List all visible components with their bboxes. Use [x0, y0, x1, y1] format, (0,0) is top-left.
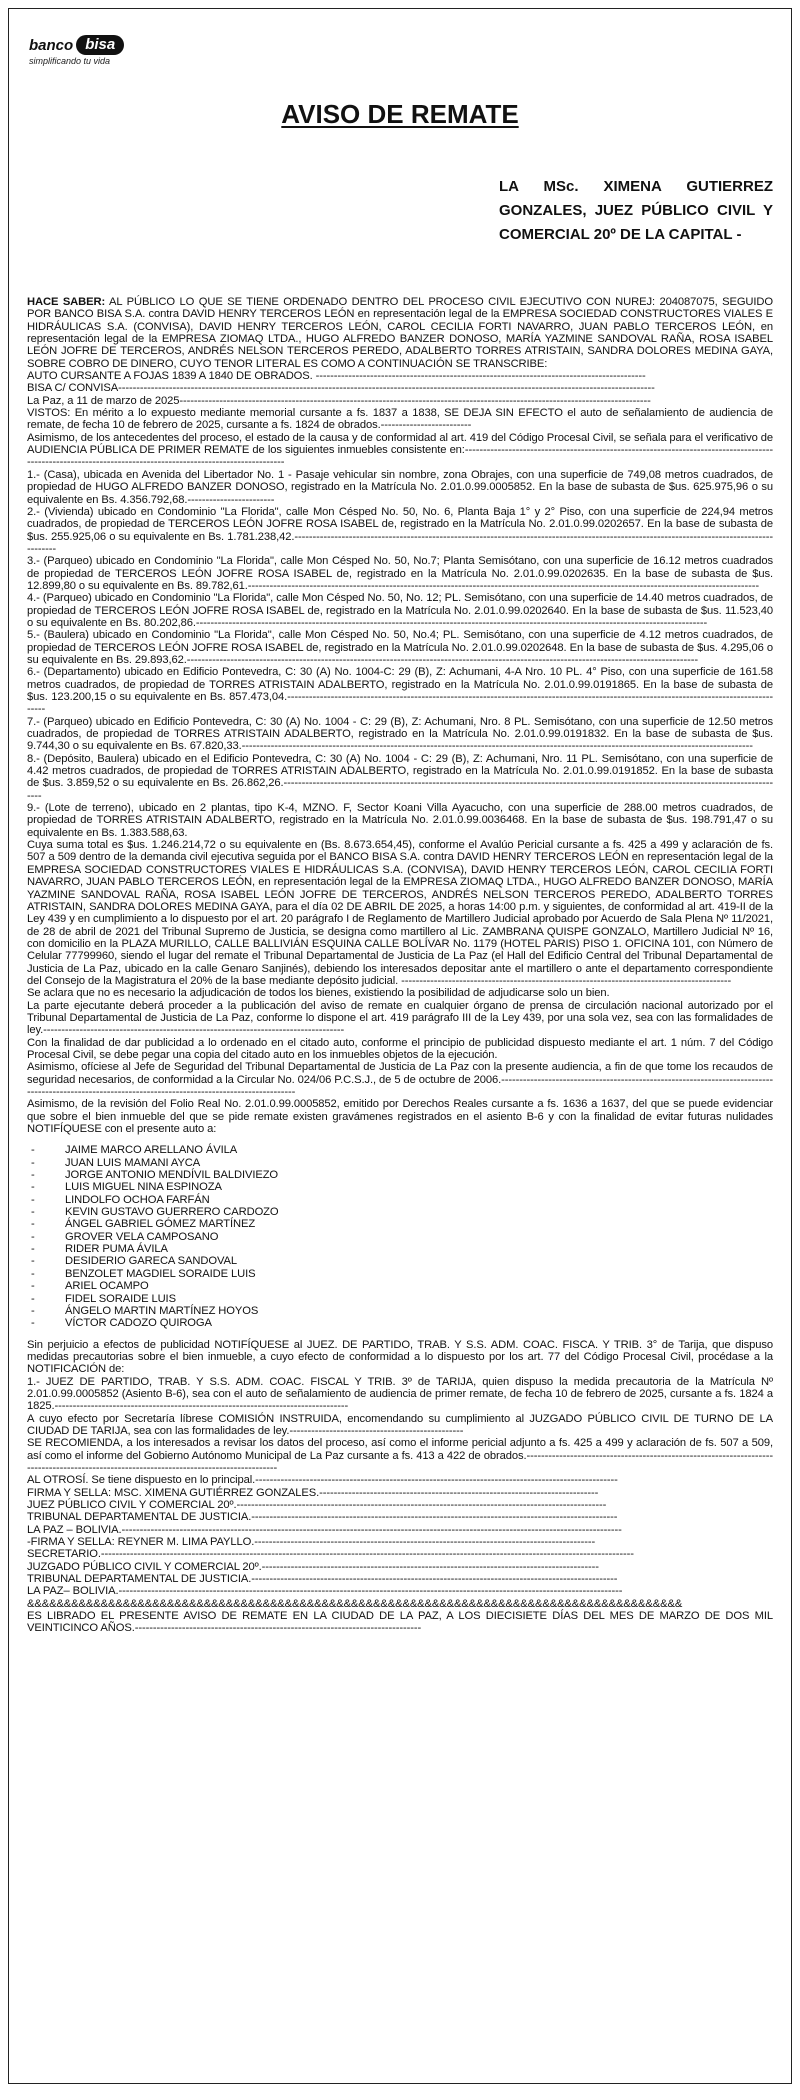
decree-paragraph: 8.- (Depósito, Baulera) ubicado en el Edificio Pontevedra, C: 30 (A) No. 1004 - C: 29 (B), Z: Achumani, Nro. 11 PL. Semisótano, con una superficie de 4.42 metros cuadrados, de propiedad de TORRES ATRISTAIN ADALBERTO, registrado en la Matrícula No. 2.01.0.99.0191852. En la base de subasta de $us. 3.859,52 o su equivalente en Bs. 26.862,26.------------------------------------------------------------------------------------------------------------------------------------------- — [27, 752, 773, 802]
notified-name: - ÁNGEL GABRIEL GÓMEZ MARTÍNEZ — [27, 1218, 773, 1230]
closing-paragraph: A cuyo efecto por Secretaría líbrese COMISIÓN INSTRUIDA, encomendando su cumplimiento al JUZGADO PÚBLICO CIVIL DE TURNO DE LA CIUDAD DE TARIJA, sea con las formalidades de ley.------------------------------------------------ — [27, 1412, 773, 1437]
closing-paragraph: TRIBUNAL DEPARTAMENTAL DE JUSTICIA.----------------------------------------------------------------------------------------------------- — [27, 1511, 618, 1524]
decree-paragraph: AUTO CURSANTE A FOJAS 1839 A 1840 DE OBRADOS. ------------------------------------------------------------------------------------------- — [27, 370, 646, 383]
closing-paragraph: &&&&&&&&&&&&&&&&&&&&&&&&&&&&&&&&&&&&&&&&&&&&&&&&&&&&&&&&&&&&&&&&&&&&&&&&&&&&&&&&&&&&&&&&& — [27, 1597, 683, 1610]
decree-paragraph: Asimismo, de los antecedentes del proceso, el estado de la causa y de conformidad al art. 419 del Código Procesal Civil, se señala para el verificativo de AUDIENCIA PÚBLICA DE PRIMER REMATE de los siguientes inmuebles consistente en:------------------------------------------------------------------------------------------------------------------------------------------------------------ — [27, 431, 773, 469]
closing-paragraph: AL OTROSÍ. Se tiene dispuesto en lo principal.---------------------------------------------------------------------------------------------------- — [27, 1474, 618, 1487]
notified-name: - DESIDERIO GARECA SANDOVAL — [27, 1255, 773, 1267]
closing-paragraph: LA PAZ– BOLIVIA.------------------------------------------------------------------------------------------------------------------------------------------- — [27, 1585, 623, 1598]
closing-paragraph: JUEZ PÚBLICO CIVIL Y COMERCIAL 20º.------------------------------------------------------------------------------------------------------ — [27, 1499, 607, 1511]
decree-paragraph: La parte ejecutante deberá proceder a la publicación del aviso de remate en cualquier órgano de prensa de circulación nacional autorizado por el Tribunal Departamental de Justicia de La Paz, conforme lo dispone el art. 419 parágrafo III de la Ley 439, por una sola vez, sea con las formalidades de ley.----------------------------------------------------------------------------------- — [27, 999, 773, 1037]
intro-paragraph — [27, 296, 773, 370]
closing-paragraph: ES LIBRADO EL PRESENTE AVISO DE REMATE EN LA CIUDAD DE LA PAZ, A LOS DIECISIETE DÍAS DEL MES DE MARZO DE DOS MIL VEINTICINCO AÑOS.------------------------------------------------------------------------------- — [27, 1610, 773, 1635]
notified-name: - JUAN LUIS MAMANI AYCA — [27, 1157, 773, 1169]
logo-brand-left: banco — [29, 36, 74, 54]
decree-paragraph: 2.- (Vivienda) ubicado en Condominio "La Florida", calle Mon Césped No. 50, No. 6, Planta Baja 1° y 2° Piso, con una superficie de 224,94 metros cuadrados, de propiedad de TERCEROS LEÓN JOFRE ROSA ISABEL de, registrado en la Matrícula No. 2.01.0.99.0202657. En la base de subasta de $us. 255.925,06 o su equivalente en Bs. 1.781.238,42.-------------------------------------------------------------------------------------------------------------------------------------------- — [27, 505, 773, 555]
decree-paragraph: Se aclara que no es necesario la adjudicación de todos los bienes, existiendo la posibilidad de adjudicarse solo un bien. — [27, 987, 610, 1000]
notified-name: - FIDEL SORAIDE LUIS — [27, 1293, 773, 1305]
notified-name: - RIDER PUMA ÁVILA — [27, 1243, 773, 1255]
decree-paragraph: Asimismo, ofíciese al Jefe de Seguridad del Tribunal Departamental de Justicia de La Paz con la presente audiencia, a fin de que tome los recaudos de seguridad necesarios, de conformidad a la Circular No. 024/06 P.C.S.J., de 5 de octubre de 2006.----------------------------------------------------------------------------------------------------------------------------------------------------- — [27, 1061, 773, 1098]
notified-name: - ARIEL OCAMPO — [27, 1280, 773, 1292]
closing-paragraphs — [27, 1339, 773, 1635]
logo-tagline: simplificando tu vida — [29, 56, 111, 66]
decree-paragraph: VISTOS: En mérito a lo expuesto mediante memorial cursante a fs. 1837 a 1838, SE DEJA SIN EFECTO el auto de señalamiento de audiencia de remate, de fecha 10 de febrero de 2025, cursante a fs. 1824 de obrados.------------------------- — [27, 407, 773, 432]
notified-name: - LUIS MIGUEL NINA ESPINOZA — [27, 1181, 773, 1193]
page-title — [9, 99, 791, 130]
decree-paragraph: 5.- (Baulera) ubicado en Condominio "La Florida", calle Mon Césped No. 50, No.4; PL. Semisótano, con una superficie de 4.12 metros cuadrados, de propiedad de TERCEROS LEÓN JOFRE ROSA ISABEL de, registrado en la Matrícula No. 2.01.0.99.0202648. En la base de subasta de $us. 4.295,06 o su equivalente en Bs. 29.893,62.--------------------------------------------------------------------------------------------------------------------------------------------- — [27, 629, 773, 666]
decree-paragraph: 7.- (Parqueo) ubicado en Edificio Pontevedra, C: 30 (A) No. 1004 - C: 29 (B), Z: Achumani, Nro. 8 PL. Semisótano, con una superficie de 12.50 metros cuadrados, de propiedad de TORRES ATRISTAIN ADALBERTO, registrado en la Matrícula No. 2.01.0.99.0191832. En la base de subasta de $us. 9.744,30 o su equivalente en Bs. 67.820,33.--------------------------------------------------------------------------------------------------------------------------------------------- — [27, 715, 773, 753]
decree-paragraphs — [27, 370, 773, 1135]
notified-name: - KEVIN GUSTAVO GUERRERO CARDOZO — [27, 1206, 773, 1218]
notified-name: - BENZOLET MAGDIEL SORAIDE LUIS — [27, 1268, 773, 1280]
spacer — [27, 1330, 773, 1339]
closing-paragraph: TRIBUNAL DEPARTAMENTAL DE JUSTICIA.----------------------------------------------------------------------------------------------------- — [27, 1573, 618, 1586]
notified-name: - LINDOLFO OCHOA FARFÁN — [27, 1194, 773, 1206]
intro-text: AL PÚBLICO LO QUE SE TIENE ORDENADO DENTRO DEL PROCESO CIVIL EJECUTIVO CON NUREJ: 204087075, SEGUIDO POR BANCO BISA S.A. contra DAVID HENRY TERCEROS LEÓN en representación legal de la EMPRESA SOCIEDAD CONSTRUCTORES VIALES E HIDRÁULICAS S.A. (CONVISA), DAVID HENRY TERCEROS LEÓN, CAROL CECILIA FORTI NAVARRO, JUAN PABLO TERCEROS LEÓN, en representación legal de la EMPRESA ZIOMAQ LTDA., HUGO ALFREDO BANZER DONOSO, MARÍA YAZMINE SANDOVAL RAÑA, ROSA ISABEL LEÓN JOFRE DE TERCEROS, ANDRÉS NELSON TERCEROS PEREDO, ADALBERTO TORRES ATRISTAIN, SANDRA DOLORES MEDINA GAYA, SOBRE COBRO DE DINERO, CUYO TENOR LITERAL ES COMO A CONTINUACIÓN SE TRANSCRIBE: — [27, 296, 773, 370]
notice-page — [8, 8, 792, 2084]
decree-paragraph: 1.- (Casa), ubicada en Avenida del Libertador No. 1 - Pasaje vehicular sin nombre, zona Obrajes, con una superficie de 749,08 metros cuadrados, de propiedad de HUGO ALFREDO BANZER DONOSO, registrado en la Matrícula No. 2.01.0.99.0005852. En la base de subasta de $us. 625.975,96 o su equivalente en Bs. 4.356.792,68.------------------------ — [27, 468, 773, 506]
notified-name: - ÁNGELO MARTIN MARTÍNEZ HOYOS — [27, 1305, 773, 1317]
closing-paragraph: SECRETARIO.--------------------------------------------------------------------------------------------------------------------------------------------------- — [27, 1548, 634, 1561]
judge-heading: LA MSc. XIMENA GUTIERREZ GONZALES, JUEZ PÚBLICO CIVIL Y COMERCIAL 20º DE LA CAPITAL - — [499, 178, 773, 243]
notified-name: - VÍCTOR CADOZO QUIROGA — [27, 1317, 773, 1329]
decree-paragraph: 3.- (Parqueo) ubicado en Condominio "La Florida", calle Mon Césped No. 50, No.7; Planta Semisótano, con una superficie de 16.12 metros cuadrados de propiedad de TERCEROS LEÓN JOFRE ROSA ISABEL de, registrado en la Matrícula No. 2.01.0.99.0202635. En la base de subasta de $us. 12.899,80 o su equivalente en Bs. 89.782,61.--------------------------------------------------------------------------------------------------------------------------------------------- — [27, 555, 773, 592]
decree-paragraph: Cuya suma total es $us. 1.246.214,72 o su equivalente en (Bs. 8.673.654,45), conforme el Avalúo Pericial cursante a fs. 425 a 499 y aclaración de fs. 507 a 509 dentro de la demanda civil ejecutiva seguida por el BANCO BISA S.A. contra DAVID HENRY TERCEROS LEÓN en representación legal de la EMPRESA SOCIEDAD CONSTRUCTORES VIALES E HIDRÁULICAS S.A. (CONVISA), DAVID HENRY TERCEROS LEÓN, CAROL CECILIA FORTI NAVARRO, JUAN PABLO TERCEROS LEÓN, en representación legal de la EMPRESA ZIOMAQ LTDA., HUGO ALFREDO BANZER DONOSO, MARÍA YAZMINE SANDOVAL RAÑA, ROSA ISABEL LEÓN JOFRE DE TERCEROS, ANDRÉS NELSON TERCEROS PEREDO, ADALBERTO TORRES ATRISTAIN, SANDRA DOLORES MEDINA GAYA, para el día 02 DE ABRIL DE 2025, a horas 14:00 p.m. y siguientes, de conformidad al art. 419-II de la Ley 439 y en cumplimiento a lo dispuesto por el art. 20 parágrafo I de Reglamento de Martillero Judicial aprobado por Acuerdo de Sala Plena Nº 11/2021, de 28 de abril de 2021 del Tribunal Supremo de Justicia, se designa como martillero al Lic. ZAMBRANA QUISPE GONZALO, Martillero Judicial Nº 16, con domicilio en la PLAZA MURILLO, CALLE BALLIVIÁN ESQUINA CALLE BOLÍVAR No. 1179 (HOTEL PARIS) PISO 1. OFICINA 101, con Número de Celular 77799960, siendo el lugar del remate el Tribunal Departamental de Justicia de La Paz (el Hall del Edificio Central del Tribunal Departamental de Justicia de La Paz, ubicado en la calle Genaro Sanjinés), debiendo los interesados depositar ante el martillero o ante el departamento correspondiente del Consejo de la Magistratura el 20% de la base mediante depósito judicial. ------------------------------------------------------------------------------------------- — [27, 839, 773, 987]
decree-paragraph: Asimismo, de la revisión del Folio Real No. 2.01.0.99.0005852, emitido por Derechos Reales cursante a fs. 1636 a 1637, del que se puede evidenciar que sobre el bien inmueble del que se pide remate existen gravámenes registrados en el asiento B-6 y con la finalidad de evitar futuras nulidades NOTIFÍQUESE con el presente auto a: — [27, 1098, 773, 1136]
decree-paragraph: 9.- (Lote de terreno), ubicado en 2 plantas, tipo K-4, MZNO. F, Sector Koani Villa Ayacucho, con una superficie de 288.00 metros cuadrados, de propiedad de TORRES ATRISTAIN ADALBERTO, registrado en la Matrícula No. 2.01.0.99.0036468. En la base de subasta de $us. 198.791,47 o su equivalente en Bs. 1.383.588,63. — [27, 802, 773, 839]
bank-logo — [29, 35, 124, 66]
closing-paragraph: SE RECOMIENDA, a los interesados a revisar los datos del proceso, así como el informe pericial adjunto a fs. 425 a 499 y aclaración de fs. 507 a 509, así como el informe del Gobierno Autónomo Municipal de La Paz cursante a fs. 413 a 422 de obrados.----------------------------------------------------------------------------------------------------------------------------------------- — [27, 1437, 773, 1474]
closing-paragraph: LA PAZ – BOLIVIA.------------------------------------------------------------------------------------------------------------------------------------------ — [27, 1523, 622, 1536]
title-text: AVISO DE REMATE — [281, 99, 519, 129]
notified-names-list — [27, 1144, 773, 1329]
closing-paragraph: 1.- JUEZ DE PARTIDO, TRAB. Y S.S. ADM. COAC. FISCAL Y TRIB. 3º de TARIJA, quien dispuso la medida precautoria de la Matrícula Nº 2.01.0.99.0005852 (Asiento B-6), sea con el auto de señalamiento de audiencia de primer remate, de fecha 10 de febrero de 2025, cursante a fs. 1824 a 1825.--------------------------------------------------------------------------------- — [27, 1375, 773, 1413]
decree-paragraph: Con la finalidad de dar publicidad a lo ordenado en el citado auto, conforme el principio de publicidad dispuesto mediante el art. 1 núm. 7 del Código Procesal Civil, se debe pegar una copia del citado auto en los inmuebles objetos de la ejecución. — [27, 1036, 773, 1061]
closing-paragraph: Sin perjuicio a efectos de publicidad NOTIFÍQUESE al JUEZ. DE PARTIDO, TRAB. Y S.S. ADM. COAC. FISCA. Y TRIB. 3° de Tarija, que dispuso medidas precautorias sobre el bien inmueble, a cuyo efecto de conformidad a lo dispuesto por los art. 77 del Código Procesal Civil, procédase a la NOTIFICACIÓN de: — [27, 1338, 773, 1376]
notified-name: - JORGE ANTONIO MENDÍVIL BALDIVIEZO — [27, 1169, 773, 1181]
decree-paragraph: BISA C/ CONVISA---------------------------------------------------------------------------------------------------------------------------------------------------- — [27, 382, 655, 395]
closing-paragraph: FIRMA Y SELLA: MSC. XIMENA GUTIÉRREZ GONZALES.----------------------------------------------------------------------------- — [27, 1486, 599, 1499]
closing-paragraph: JUZGADO PÚBLICO CIVIL Y COMERCIAL 20º.--------------------------------------------------------------------------------------------- — [27, 1560, 599, 1573]
logo-brand-right: bisa — [76, 35, 124, 55]
decree-paragraph: La Paz, a 11 de marzo de 2025---------------------------------------------------------------------------------------------------------------------------------- — [27, 394, 651, 407]
closing-paragraph: -FIRMA Y SELLA: REYNER M. LIMA PAYLLO.---------------------------------------------------------------------------------------------- — [27, 1536, 596, 1549]
decree-paragraph: 6.- (Departamento) ubicado en Edificio Pontevedra, C: 30 (A) No. 1004-C: 29 (B), Z: Achumani, 4-A Nro. 10 PL. 4° Piso, con una superficie de 161.58 metros cuadrados, de propiedad de TORRES ATRISTAIN ADALBERTO, registrado en la Matrícula No. 2.01.0.99.0191865. En la base de subasta de $us. 123.200,15 o su equivalente en Bs. 857.473,04.------------------------------------------------------------------------------------------------------------------------------------------- — [27, 666, 773, 716]
intro-lead: HACE SABER: — [27, 296, 106, 308]
notice-body — [27, 296, 773, 1635]
notified-name: - GROVER VELA CAMPOSANO — [27, 1231, 773, 1243]
notified-name: - JAIME MARCO ARELLANO ÁVILA — [27, 1144, 773, 1156]
decree-paragraph: 4.- (Parqueo) ubicado en Condominio "La Florida", calle Mon Césped No. 50, No. 12; PL. Semisótano, con una superficie de 14.40 metros cuadrados, de propiedad de TERCEROS LEÓN JOFRE ROSA ISABEL de, registrado en la Matrícula No. 2.01.0.99.0202640. En la base de subasta de $us. 11.523,40 o su equivalente en Bs. 80.202,86.--------------------------------------------------------------------------------------------------------------------------------------------- — [27, 592, 773, 629]
